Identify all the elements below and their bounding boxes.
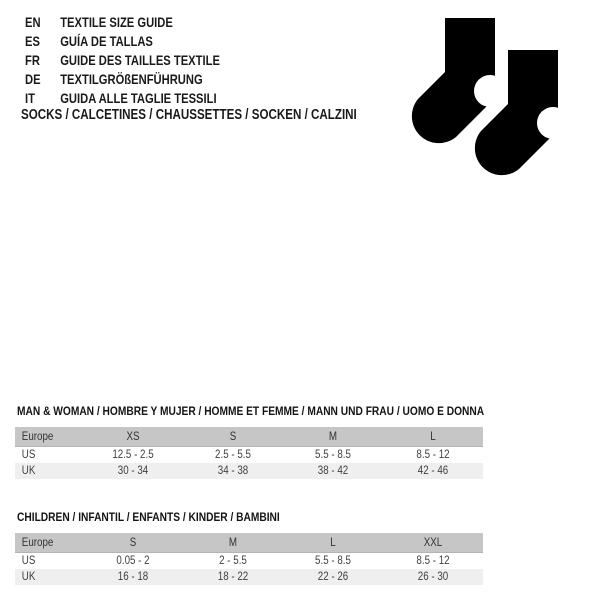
column-header-m: M [328,431,338,443]
size-value: 38 - 42 [317,465,349,477]
language-row-es [25,32,220,51]
size-value: 5.5 - 8.5 [315,449,351,461]
language-label: GUÍA DE TALLAS [60,33,153,49]
size-value: 0.05 - 2 [116,555,150,567]
language-code: IT [25,90,35,106]
row-label: UK [21,571,36,583]
row-label: UK [21,465,36,477]
size-value: 16 - 18 [117,571,149,583]
socks-icon [400,0,600,200]
column-header-europe: Europe [21,431,54,443]
column-header-l: L [430,431,436,443]
size-value: 26 - 30 [417,571,449,583]
table-title-adults: MAN & WOMAN / HOMBRE Y MUJER / HOMME ET FEMME / MANN UND FRAU / UOMO E DONNA [17,404,485,418]
size-table-adults [15,427,483,479]
size-value: 12.5 - 2.5 [112,449,154,461]
column-header-s: S [129,537,137,549]
language-label: GUIDA ALLE TAGLIE TESSILI [60,90,217,106]
language-row-fr [25,51,220,70]
language-row-de [25,70,220,89]
size-value: 18 - 22 [217,571,249,583]
language-label: TEXTILE SIZE GUIDE [60,14,173,30]
table-row-us [15,447,483,463]
table-row-uk [15,463,483,479]
language-list [25,13,269,108]
size-value: 5.5 - 8.5 [315,555,351,567]
size-value: 2.5 - 5.5 [215,449,251,461]
size-value: 2 - 5.5 [219,555,247,567]
size-value: 22 - 26 [317,571,349,583]
category-title: SOCKS / CALCETINES / CHAUSSETTES / SOCKEN / CALZINI [21,107,357,123]
language-code: FR [25,52,40,68]
language-code: EN [25,14,41,30]
column-header-s: S [229,431,237,443]
language-label: GUIDE DES TAILLES TEXTILE [60,52,220,68]
table-title-children: CHILDREN / INFANTIL / ENFANTS / KINDER / BAMBINI [17,510,280,524]
column-header-m: M [228,537,238,549]
language-code: DE [25,71,41,87]
language-code: ES [25,33,40,49]
table-header-row [15,427,483,447]
size-value: 30 - 34 [117,465,149,477]
language-row-it [25,89,220,108]
table-header-row [15,533,483,553]
language-label: TEXTILGRÖßENFÜHRUNG [60,71,203,87]
column-header-europe: Europe [21,537,54,549]
column-header-xxl: XXL [423,537,443,549]
table-row-us [15,553,483,569]
column-header-l: L [330,537,336,549]
size-table-children [15,533,483,585]
row-label: US [21,449,36,461]
row-label: US [21,555,36,567]
size-value: 42 - 46 [417,465,449,477]
table-row-uk [15,569,483,585]
size-value: 34 - 38 [217,465,249,477]
column-header-xs: XS [126,431,140,443]
size-value: 8.5 - 12 [416,449,450,461]
size-value: 8.5 - 12 [416,555,450,567]
language-row-en [25,13,220,32]
